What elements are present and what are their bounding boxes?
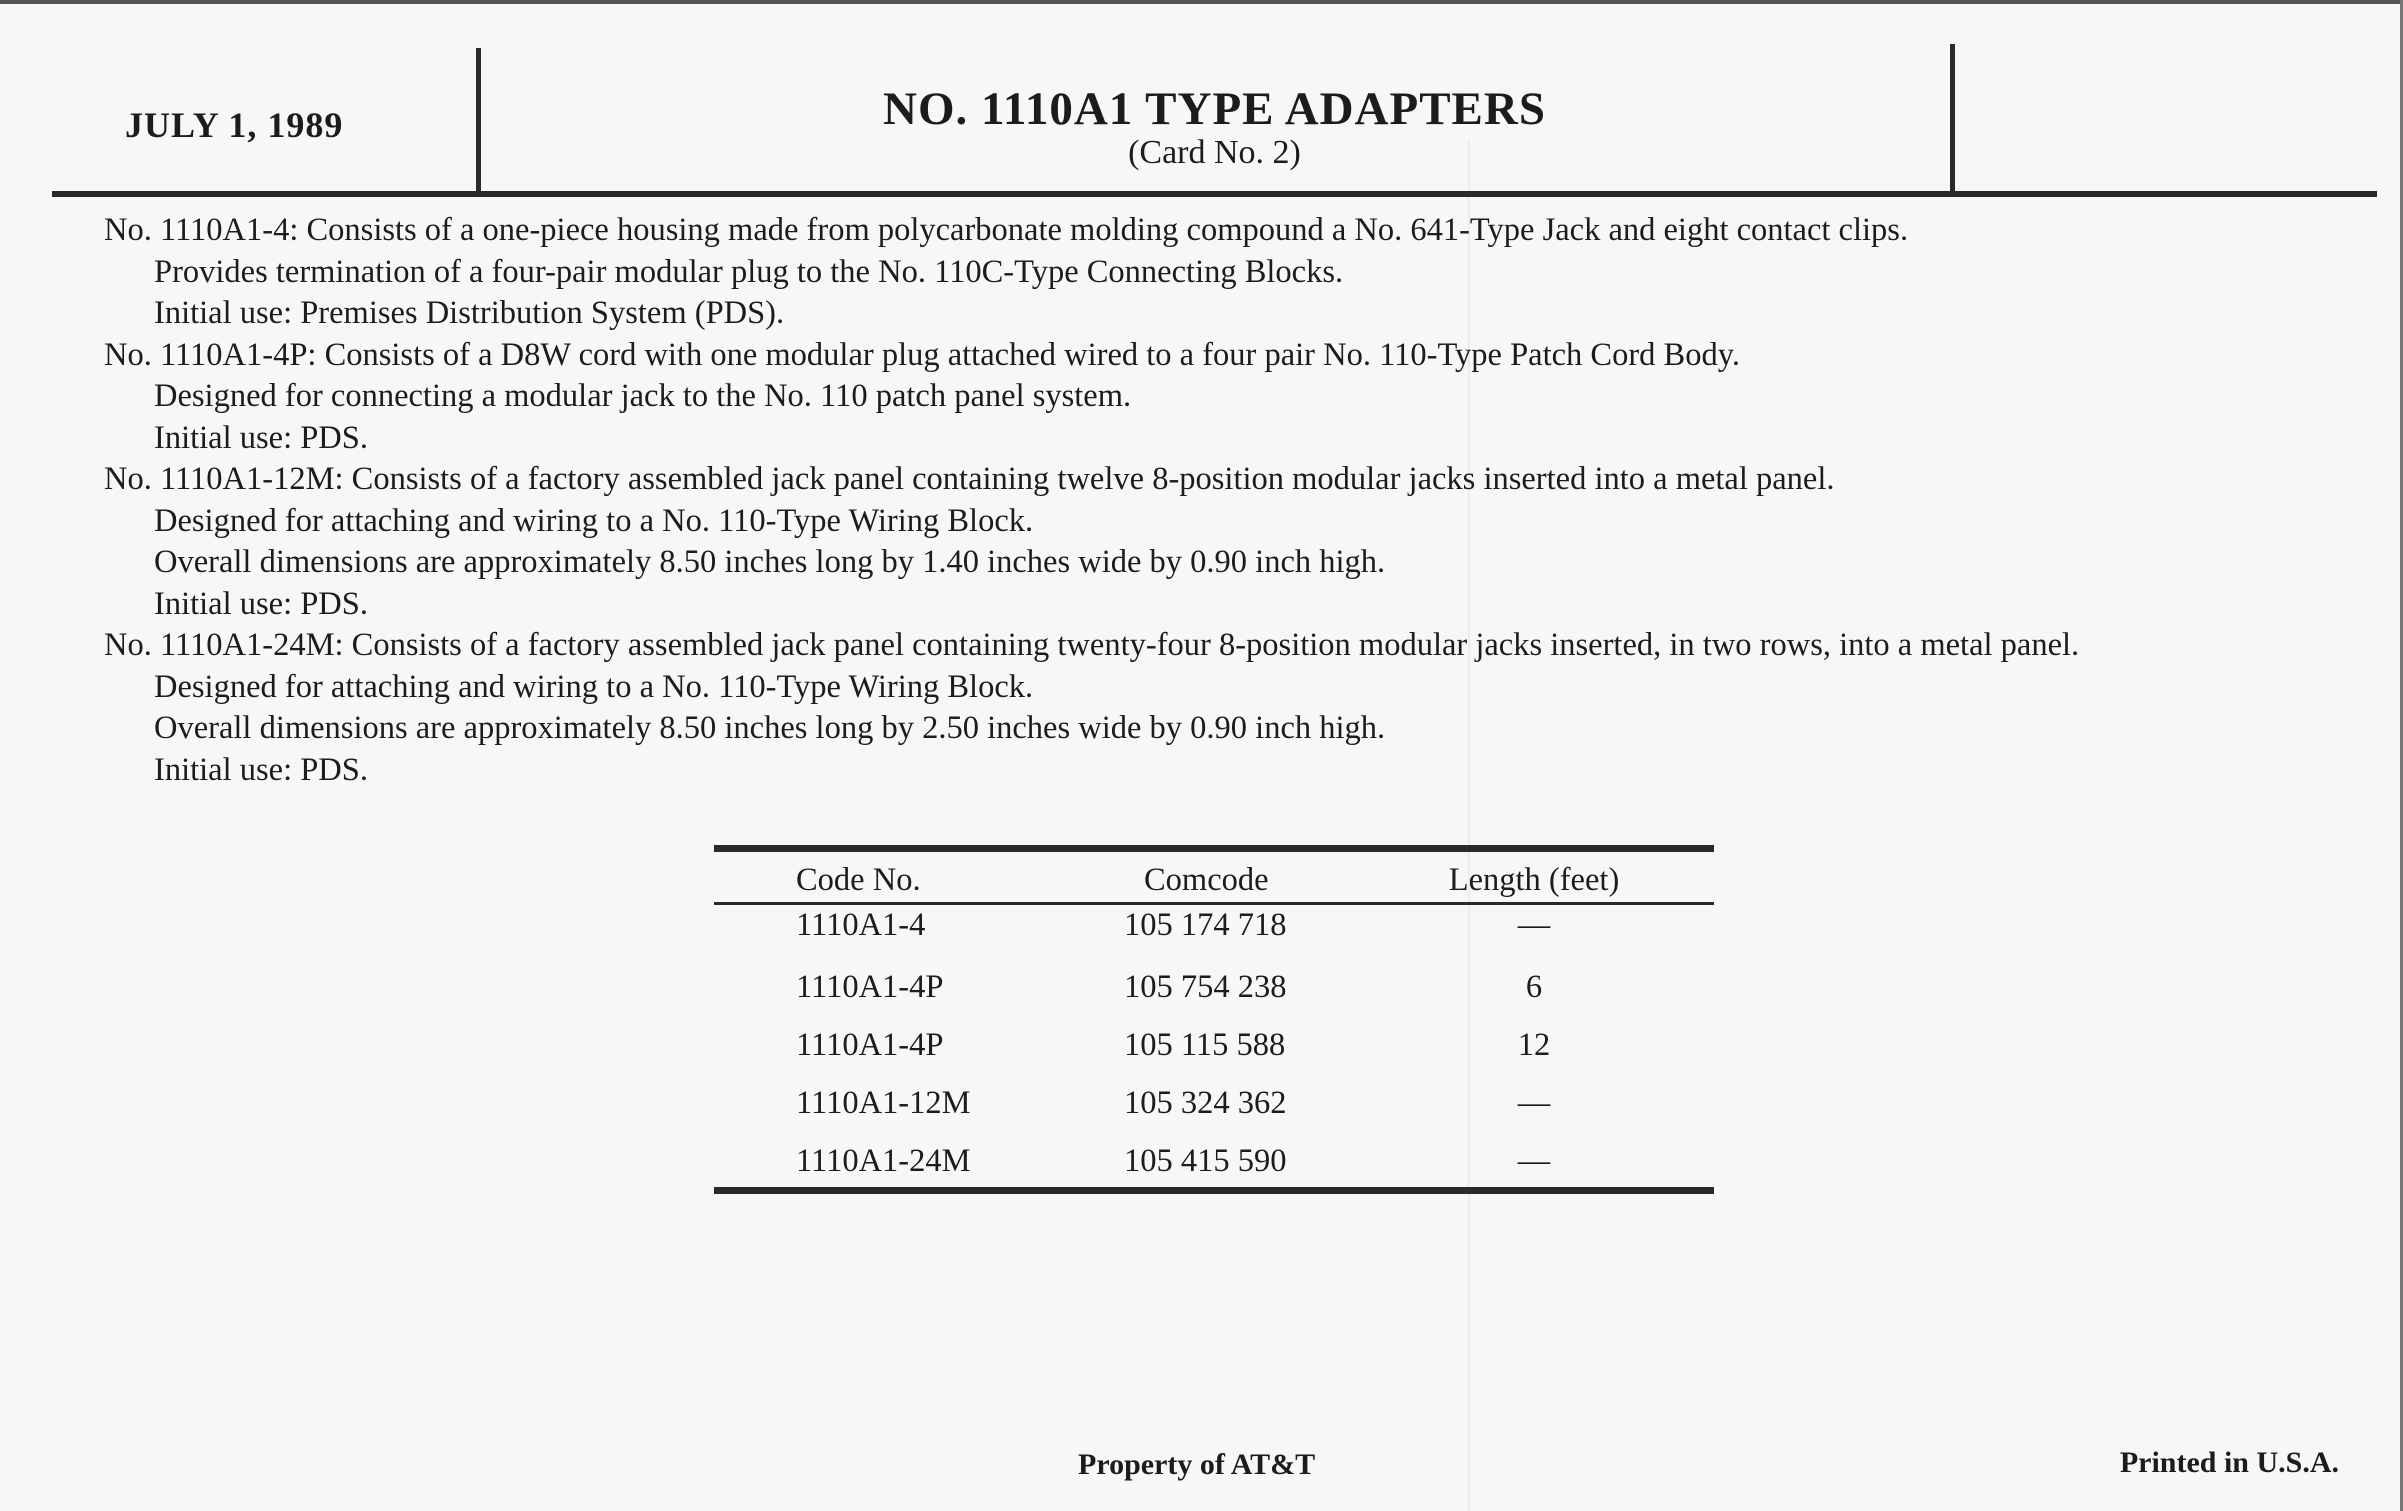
- description-line: Initial use: PDS.: [154, 751, 368, 788]
- property-notice: Property of AT&T: [1078, 1448, 1316, 1481]
- cell-comcode: 105 324 362: [1124, 1085, 1287, 1121]
- description-line: No. 1110A1-4P: Consists of a D8W cord with one modular plug attached wired to a four pair No. 110-Type Patch Cord Body.: [104, 336, 1740, 373]
- cell-length: 6: [1525, 969, 1543, 1005]
- cell-code: 1110A1-12M: [796, 1085, 971, 1121]
- cell-length: —: [1517, 1143, 1551, 1179]
- header-divider-right: [1950, 44, 1955, 194]
- description-line: Initial use: PDS.: [154, 585, 368, 622]
- column-header-length: Length (feet): [1448, 862, 1620, 898]
- table-top-rule: [714, 845, 1714, 852]
- description-line: Overall dimensions are approximately 8.50 inches long by 2.50 inches wide by 0.90 inch high.: [154, 710, 1386, 746]
- description-line: No. 1110A1-24M: Consists of a factory assembled jack panel containing twenty-four 8-position modular jacks inserted, in two rows, into a metal panel.: [104, 627, 2080, 663]
- cell-length: 12: [1517, 1027, 1551, 1063]
- cell-code: 1110A1-24M: [796, 1143, 971, 1179]
- page-title: NO. 1110A1 TYPE ADAPTERS: [883, 83, 1546, 135]
- column-header-code: Code No.: [796, 862, 921, 898]
- cell-code: 1110A1-4P: [796, 1027, 944, 1063]
- description-line: No. 1110A1-12M: Consists of a factory assembled jack panel containing twelve 8-position modular jacks inserted into a metal panel.: [104, 461, 1835, 497]
- description-entry-1110a1-24m: [104, 625, 2374, 791]
- table-row: [714, 957, 1714, 1015]
- table-row: [714, 905, 1714, 957]
- cell-comcode: 105 174 718: [1124, 907, 1287, 943]
- description-entry-1110a1-12m: [104, 459, 2374, 625]
- description-line: No. 1110A1-4: Consists of a one-piece housing made from polycarbonate molding compound a No. 641-Type Jack and eight contact clips.: [104, 212, 1909, 248]
- description-line: Designed for attaching and wiring to a No. 110-Type Wiring Block.: [154, 668, 1034, 705]
- table-row: [714, 1073, 1714, 1131]
- description-line: Designed for connecting a modular jack to the No. 110 patch panel system.: [154, 378, 1132, 414]
- description-line: Overall dimensions are approximately 8.50 inches long by 1.40 inches wide by 0.90 inch high.: [154, 544, 1386, 580]
- cell-comcode: 105 415 590: [1124, 1143, 1287, 1179]
- header-rule: [52, 191, 2377, 197]
- card-top-edge: [0, 0, 2403, 4]
- cell-length: —: [1517, 907, 1551, 943]
- table-bottom-rule: [714, 1187, 1714, 1194]
- description-line: Designed for attaching and wiring to a No. 110-Type Wiring Block.: [154, 502, 1034, 539]
- card-number: (Card No. 2): [1128, 134, 1301, 171]
- comcode-table: [714, 845, 1714, 1194]
- adapter-descriptions: [104, 210, 2374, 791]
- description-line: Provides termination of a four-pair modular plug to the No. 110C-Type Connecting Blocks.: [154, 253, 1344, 290]
- cell-code: 1110A1-4: [796, 907, 926, 943]
- issue-date: JULY 1, 1989: [125, 105, 344, 145]
- table-body: [714, 905, 1714, 1187]
- table-row: [714, 1015, 1714, 1073]
- description-entry-1110a1-4: [104, 210, 2374, 335]
- description-line: Initial use: PDS.: [154, 419, 368, 456]
- cell-code: 1110A1-4P: [796, 969, 944, 1005]
- description-entry-1110a1-4p: [104, 335, 2374, 460]
- column-header-comcode: Comcode: [1144, 862, 1269, 898]
- cell-comcode: 105 115 588: [1124, 1027, 1286, 1063]
- printed-notice: Printed in U.S.A.: [2119, 1446, 2339, 1479]
- table-row: [714, 1131, 1714, 1187]
- table-header-row: [714, 852, 1714, 902]
- cell-length: —: [1517, 1085, 1551, 1121]
- description-line: Initial use: Premises Distribution System (PDS).: [154, 295, 785, 331]
- cell-comcode: 105 754 238: [1124, 969, 1287, 1005]
